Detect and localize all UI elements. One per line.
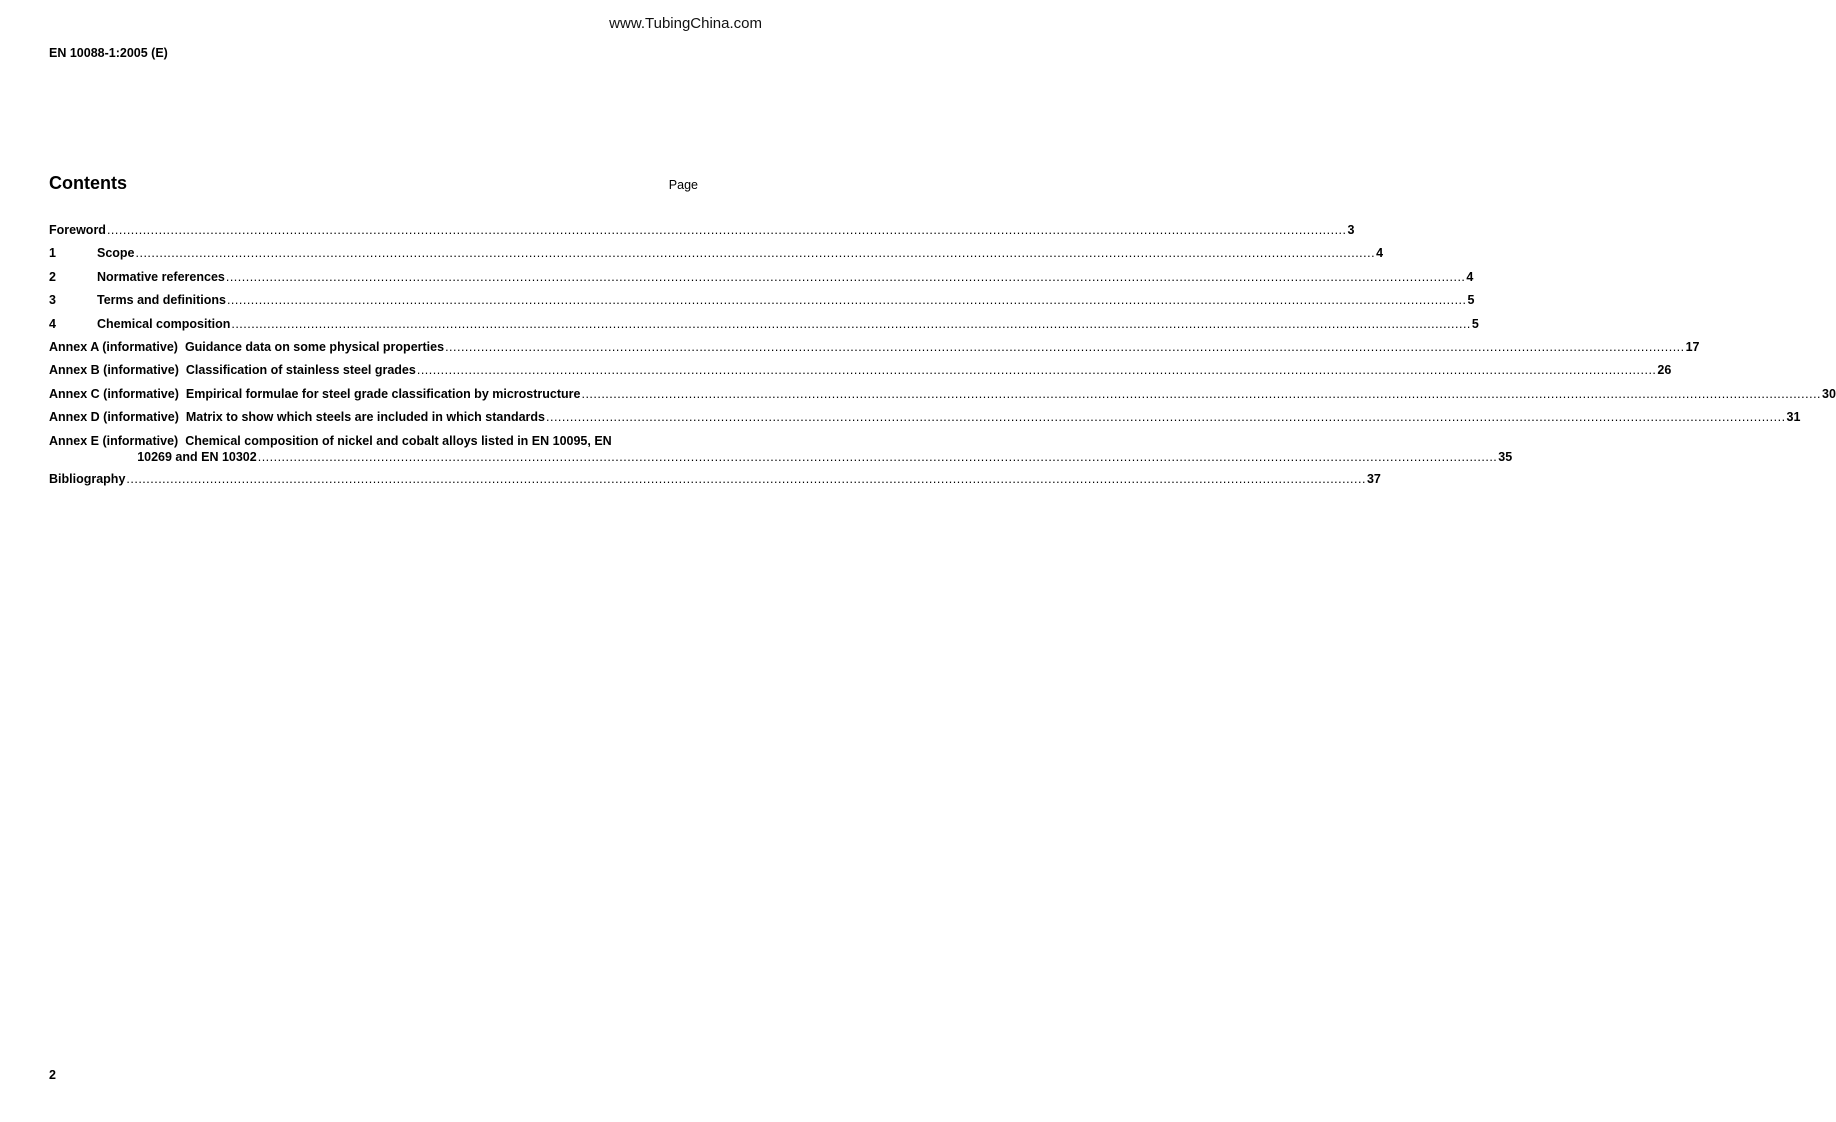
toc-entry-page: 37	[1366, 471, 1381, 486]
toc-entry-title: Bibliography	[49, 471, 126, 486]
toc-entry-number: 2	[49, 269, 56, 284]
toc-entry-terms-and-definitions[interactable]	[49, 292, 1475, 315]
toc-entry-title: Matrix to show which steels are included in which standards	[185, 410, 545, 425]
toc-entry-number: 4	[49, 316, 56, 331]
toc-entry-title-block	[137, 433, 1513, 465]
dot-leader	[226, 269, 1466, 285]
toc-entry-page: 5	[1467, 293, 1475, 308]
document-id-header: EN 10088-1:2005 (E)	[49, 46, 168, 60]
toc-entry-annex-b[interactable]	[49, 362, 1672, 385]
toc-entry-title: Guidance data on some physical properties	[184, 339, 445, 354]
toc-entry-bibliography[interactable]	[49, 471, 1381, 494]
toc-annex-label: Annex E (informative)	[49, 433, 179, 448]
toc-entry-annex-a[interactable]	[49, 339, 1700, 362]
toc-entry-foreword[interactable]	[49, 222, 1355, 245]
dot-leader	[136, 245, 1376, 261]
dot-leader	[126, 471, 1366, 487]
toc-entry-title: Terms and definitions	[97, 293, 226, 308]
dot-leader	[417, 362, 1657, 378]
toc-annex-label: Annex C (informative)	[49, 386, 179, 401]
toc-entry-title-line2: 10269 and EN 10302	[137, 449, 257, 464]
toc-entry-title-line1: Chemical composition of nickel and cobalt alloys listed in EN 10095, EN	[185, 433, 612, 448]
toc-entry-page: 31	[1786, 410, 1801, 425]
toc-entry-page: 30	[1822, 386, 1836, 401]
dot-leader	[258, 449, 1498, 465]
toc-entry-number: 1	[49, 246, 56, 261]
toc-entry-page: 3	[1347, 223, 1355, 237]
toc-entry-page: 4	[1466, 269, 1474, 284]
toc-entry-number: 3	[49, 293, 56, 308]
toc-entry-title: Classification of stainless steel grades	[185, 363, 416, 378]
page-column-label: Page	[668, 178, 698, 192]
dot-leader	[445, 339, 1685, 355]
toc-entry-title: Normative references	[97, 269, 225, 284]
toc-entry-page: 26	[1657, 363, 1672, 378]
toc-entry-page: 35	[1498, 449, 1513, 464]
toc-entry-annex-e[interactable]	[49, 433, 1513, 471]
toc-entry-annex-d[interactable]	[49, 409, 1801, 432]
toc-entry-title: Foreword	[49, 223, 106, 237]
toc-annex-label: Annex A (informative)	[49, 339, 178, 354]
toc-entry-title: Scope	[97, 246, 135, 261]
toc-entry-page: 5	[1471, 316, 1479, 331]
toc-entry-normative-references[interactable]	[49, 269, 1474, 292]
page-number: 2	[49, 1068, 56, 1082]
toc-entry-annex-c[interactable]	[49, 386, 1836, 409]
dot-leader	[227, 292, 1467, 308]
toc-entry-page: 4	[1376, 246, 1384, 261]
toc-entry-title: Chemical composition	[97, 316, 231, 331]
toc-entry-page: 17	[1685, 339, 1700, 354]
dot-leader	[231, 316, 1471, 332]
toc-annex-label: Annex D (informative)	[49, 410, 179, 425]
toc-entry-title-line2-row	[89, 449, 1512, 465]
dot-leader	[581, 386, 1821, 402]
contents-heading: Contents	[49, 173, 127, 193]
watermark-url: www.TubingChina.com	[609, 15, 762, 32]
dot-leader	[546, 409, 1786, 425]
toc-entry-title: Empirical formulae for steel grade classification by microstructure	[185, 386, 581, 401]
dot-leader	[107, 222, 1347, 238]
toc-entry-scope[interactable]	[49, 245, 1384, 268]
toc-annex-label: Annex B (informative)	[49, 363, 179, 378]
table-of-contents	[49, 222, 1836, 494]
toc-entry-chemical-composition[interactable]	[49, 316, 1479, 339]
